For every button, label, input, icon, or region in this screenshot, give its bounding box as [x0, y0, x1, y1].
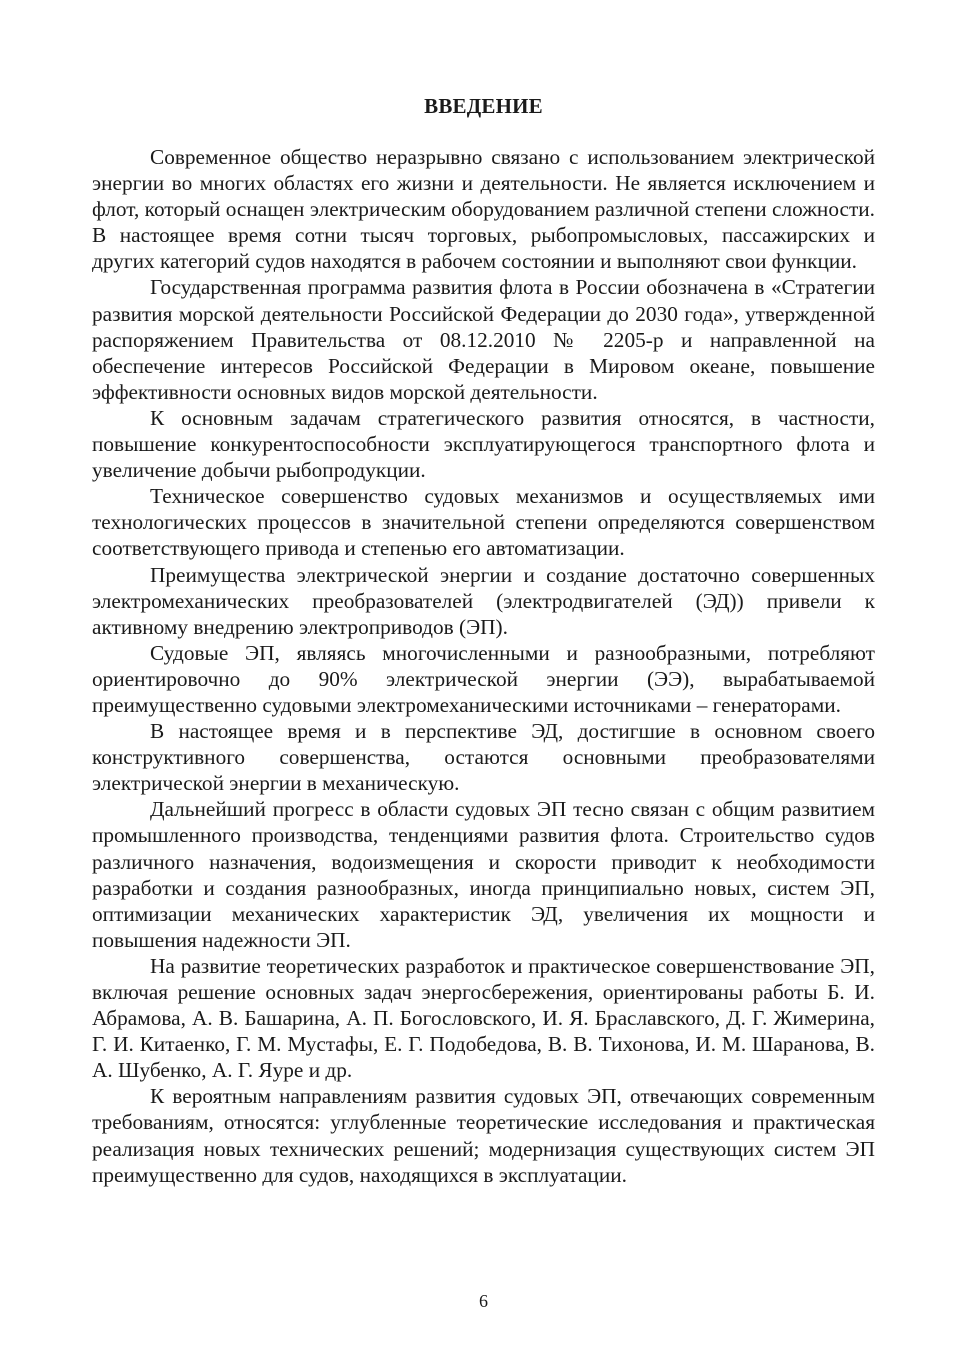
paragraph: Техническое совершенство судовых механизмов и осуществляемых ими технологических процессов в значительной степени определяются совершенством соответствующего привода и степенью его автоматизации.: [92, 484, 875, 561]
body-text: [92, 144, 875, 1188]
document-page: [92, 0, 875, 1369]
paragraph: На развитие теоретических разработок и практическое совершенствование ЭП, включая решение основных задач энергосбережения, ориентированы работы Б. И. Абрамова, А. В. Башарина, А. П. Богословского, И. Я. Браславского, Д. Г. Жимерина, Г. И. Китаенко, Г. М. Мустафы, Е. Г. Подобедова, В. В. Тихонова, И. М. Шаранова, В. А. Шубенко, А. Г. Яуре и др.: [92, 953, 875, 1083]
paragraph: К вероятным направлениям развития судовых ЭП, отвечающих современным требованиям, относятся: углубленные теоретические исследования и практическая реализация новых технических решений; модернизация существующих систем ЭП преимущественно для судов, находящихся в эксплуатации.: [92, 1084, 875, 1187]
page-title: ВВЕДЕНИЕ: [424, 94, 543, 118]
paragraph: Государственная программа развития флота в России обозначена в «Стратегии развития морской деятельности Российской Федерации до 2030 года», утвержденной распоряжением Правительства от 08.12.2010 № 2205-р и направленной на обеспечение интересов Российской Федерации в Мировом океане, повышение эффективности основных видов морской деятельности.: [92, 275, 875, 404]
paragraph: Современное общество неразрывно связано с использованием электрической энергии во многих областях его жизни и деятельности. Не является исключением и флот, который оснащен электрическим оборудованием различной степени сложности. В настоящее время сотни тысяч торговых, рыбопромысловых, пассажирских и других категорий судов находятся в рабочем состоянии и выполняют свои функции.: [92, 145, 875, 274]
paragraph: Преимущества электрической энергии и создание достаточно совершенных электромеханических преобразователей (электродвигателей (ЭД)) привели к активному внедрению электроприводов (ЭП).: [92, 562, 875, 639]
paragraph: Дальнейший прогресс в области судовых ЭП тесно связан с общим развитием промышленного производства, тенденциями развития флота. Строительство судов различного назначения, водоизмещения и скорости приводит к необходимости разработки и создания разнообразных, иногда принципиально новых, систем ЭП, оптимизации механических характеристик ЭД, увеличения их мощности и повышения надежности ЭП.: [92, 797, 875, 952]
paragraph: К основным задачам стратегического развития относятся, в частности, повышение конкурентоспособности эксплуатирующегося транспортного флота и увеличение добычи рыбопродукции.: [92, 405, 875, 483]
paragraph: В настоящее время и в перспективе ЭД, достигшие в основном своего конструктивного совершенства, остаются основными преобразователями электрической энергии в механическую.: [92, 719, 875, 796]
page-number: 6: [479, 1291, 488, 1311]
paragraph: Судовые ЭП, являясь многочисленными и разнообразными, потребляют ориентировочно до 90% электрической энергии (ЭЭ), вырабатываемой преимущественно судовыми электромеханическими источниками – генераторами.: [92, 640, 875, 717]
